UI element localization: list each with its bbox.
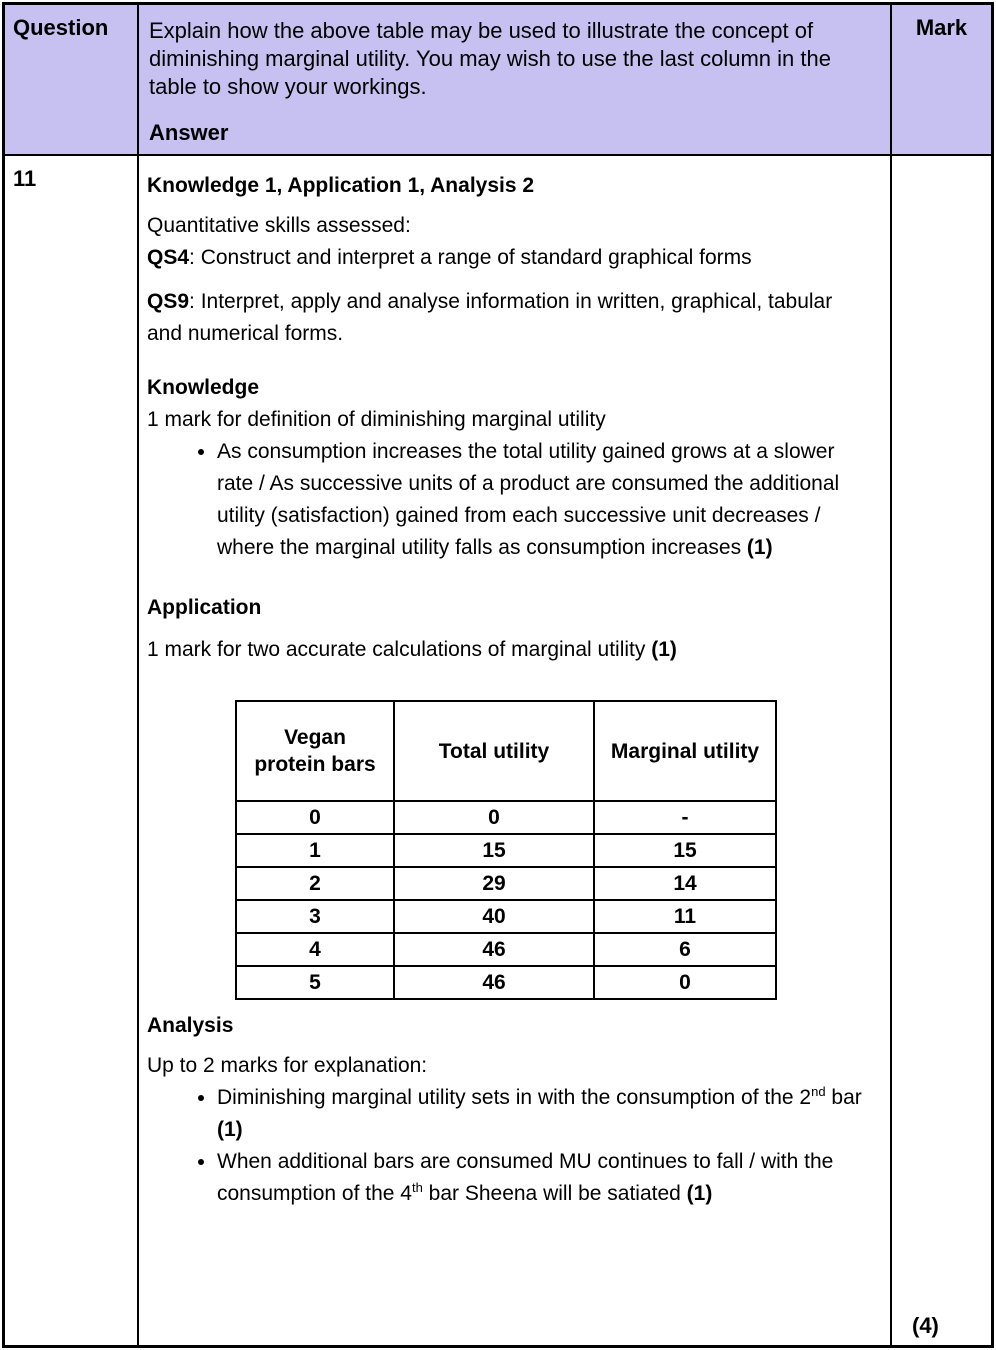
col-header-marginal-utility: Marginal utility: [594, 701, 776, 801]
question-label: Question: [13, 15, 109, 40]
qs9-line: [147, 286, 872, 350]
analysis-bullet-2-text: When additional bars are consumed MU continues to fall / with the consumption of the 4: [217, 1150, 834, 1205]
knowledge-intro: 1 mark for definition of diminishing marginal utility: [147, 408, 606, 431]
answer-row: [5, 156, 991, 1345]
qs4-text: : Construct and interpret a range of standard graphical forms: [189, 246, 752, 269]
analysis-bullet-1: [217, 1082, 872, 1146]
table-cell: 6: [594, 933, 776, 966]
analysis-bullet-1-tail: bar: [825, 1086, 862, 1109]
application-text: 1 mark for two accurate calculations of marginal utility: [147, 638, 652, 661]
analysis-intro: Up to 2 marks for explanation:: [147, 1054, 428, 1077]
question-header-row: [5, 5, 991, 156]
table-cell: 4: [236, 933, 394, 966]
qs4-label: QS4: [147, 246, 190, 269]
analysis-heading: Analysis: [147, 1014, 234, 1037]
col-header-total-utility: Total utility: [394, 701, 594, 801]
table-row: [236, 966, 776, 999]
table-cell: 2: [236, 867, 394, 900]
knowledge-bullet: [217, 436, 872, 564]
question-text-cell: [139, 5, 892, 154]
qs9-label: QS9: [147, 290, 190, 313]
table-row: [236, 834, 776, 867]
mark-scheme-table: [2, 2, 994, 1348]
table-cell: 1: [236, 834, 394, 867]
table-cell: 46: [394, 933, 594, 966]
qs4-line: [147, 242, 872, 274]
mark-point: (1): [217, 1118, 243, 1141]
answer-content-cell: [139, 156, 892, 1345]
table-row: [236, 801, 776, 834]
question-number-cell: [5, 156, 139, 1345]
analysis-bullet-2-tail: bar Sheena will be satiated: [422, 1182, 687, 1205]
analysis-bullet-2: [217, 1146, 872, 1210]
quant-skills-intro: Quantitative skills assessed:: [147, 214, 411, 237]
col-header-vegan-protein-bars: Vegan protein bars: [236, 701, 394, 801]
utility-table-header-row: [236, 701, 776, 801]
table-cell: 15: [394, 834, 594, 867]
knowledge-heading: Knowledge: [147, 376, 260, 399]
table-row: [236, 867, 776, 900]
utility-table: [235, 700, 777, 1000]
mark-point: (1): [686, 1182, 713, 1205]
table-row: [236, 900, 776, 933]
question-label-cell: [5, 5, 139, 154]
mark-header-cell: [892, 5, 991, 154]
mark-point: (1): [746, 536, 773, 559]
question-number: 11: [13, 166, 37, 191]
mark-label: Mark: [915, 15, 968, 40]
table-cell: 0: [236, 801, 394, 834]
table-row: [236, 933, 776, 966]
table-cell: 14: [594, 867, 776, 900]
answer-label: Answer: [149, 120, 229, 145]
knowledge-bullets: [147, 436, 872, 564]
mark-point: (1): [651, 638, 677, 661]
total-mark: (4): [912, 1313, 939, 1338]
ordinal-superscript: nd: [811, 1084, 826, 1099]
analysis-bullets: [147, 1082, 872, 1210]
table-cell: 0: [594, 966, 776, 999]
knowledge-bullet-text: As consumption increases the total utility gained grows at a slower rate / As successive units of a product are consumed the additional utility (satisfaction) gained from each successive unit decreases / where the marginal utility falls as consumption increases: [217, 440, 840, 559]
table-cell: 11: [594, 900, 776, 933]
total-mark-cell: [892, 156, 991, 1345]
question-text: Explain how the above table may be used to illustrate the concept of diminishing marginal utility. You may wish to use the last column in the table to show your workings.: [149, 18, 831, 99]
table-cell: 15: [594, 834, 776, 867]
table-cell: 40: [394, 900, 594, 933]
ordinal-superscript: th: [411, 1180, 423, 1195]
table-cell: 0: [394, 801, 594, 834]
application-intro: [147, 634, 872, 666]
qs9-text: : Interpret, apply and analyse information in written, graphical, tabular and numerical forms.: [147, 290, 833, 345]
application-heading: Application: [147, 596, 262, 619]
table-cell: 46: [394, 966, 594, 999]
skills-summary-heading: Knowledge 1, Application 1, Analysis 2: [147, 174, 535, 197]
table-cell: 5: [236, 966, 394, 999]
table-cell: -: [594, 801, 776, 834]
table-cell: 3: [236, 900, 394, 933]
analysis-bullet-1-text: Diminishing marginal utility sets in with the consumption of the 2: [217, 1086, 812, 1109]
table-cell: 29: [394, 867, 594, 900]
